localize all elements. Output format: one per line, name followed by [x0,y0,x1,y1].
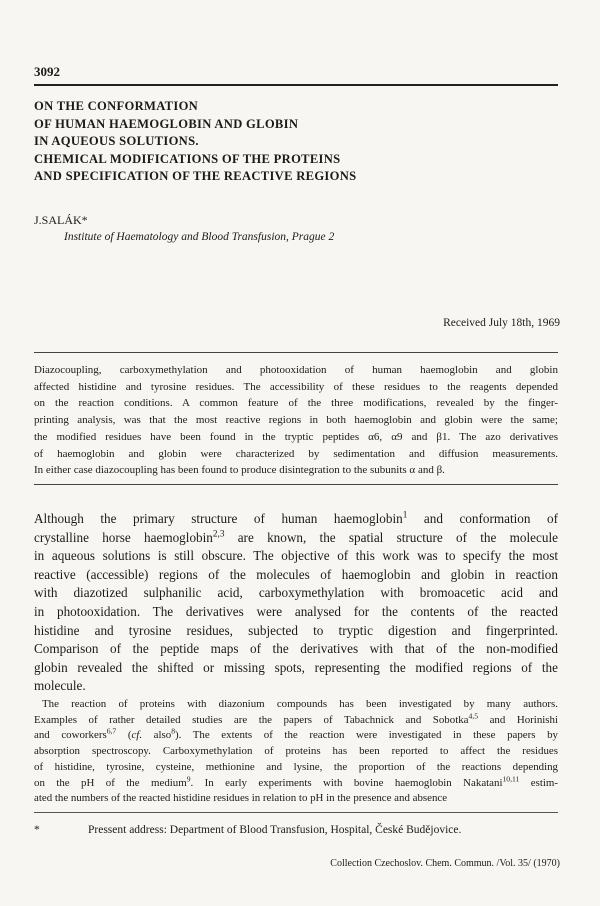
intro-line: reactive (accessible) regions of the molecules of haemoglobin and globin in reaction [34,566,558,582]
abstract-line: In either case diazocoupling has been found to produce disintegration to the subunits α and β. [34,464,445,477]
citation: 9 [186,773,191,783]
footnote-text: Pressent address: Department of Blood Transfusion, Hospital, České Budějovice. [88,824,462,836]
citation: 2,3 [212,528,225,539]
footnote-rule [34,812,558,813]
intro-line: globin revealed the shifted or missing spots, representing the modified regions of the [34,659,558,675]
affiliation: Institute of Haematology and Blood Transfusion, Prague 2 [64,231,335,243]
abstract [34,362,558,479]
abstract-line: on the reaction conditions. A common feature of the three modifications, revealed by the finger- [34,397,558,410]
intro-line: Although the primary structure of human haemoglobin$^1$ and conformation of [34,509,558,526]
journal-citation: Collection Czechoslov. Chem. Commun. /Vol. 35/ (1970) [330,858,560,869]
citation: 6,7 [106,726,117,736]
title-line: AND SPECIFICATION OF THE REACTIVE REGIONS [34,169,357,183]
body-line: of histidine, tyrosine, cysteine, methionine and lysine, the proportion of the reactions depending [34,760,558,773]
abstract-top-rule [34,352,558,353]
abstract-line: affected histidine and tyrosine residues. The accessibility of these residues to the reagents depended [34,380,558,393]
header-rule [34,84,558,86]
title-line: IN AQUEOUS SOLUTIONS. [34,134,199,148]
title-line: ON THE CONFORMATION [34,99,199,113]
intro-paragraph [34,510,558,696]
title-line: OF HUMAN HAEMOGLOBIN AND GLOBIN [34,116,299,131]
abstract-line: printing analysis, was that the most reactive regions in both haemoglobin and globin were the same; [34,414,558,427]
citation: 4,5 [468,711,479,721]
abstract-line: Diazocoupling, carboxymethylation and photooxidation of human haemoglobin and globin [34,364,558,376]
intro-line: in photooxidation. The derivatives were analysed for the contents of the reacted [34,603,558,619]
footnote-marker: * [34,824,40,836]
body-line: The reaction of proteins with diazonium compounds has been investigated by many authors. [42,698,558,710]
body-line: on the pH of the medium$^9$. In early experiments with bovine haemoglobin Nakatani$^{10,11}$ estim- [34,773,558,789]
intro-line: histidine and tyrosine residues, subjected to tryptic digestion and fingerprinted. [34,622,558,638]
citation: 8 [171,726,176,736]
abstract-bottom-rule [34,484,558,485]
intro-line: molecule. [34,678,86,694]
intro-line: Comparison of the peptide maps of the derivatives with that of the non-modified [34,641,558,657]
page-number: 3092 [34,64,60,79]
citation: 10,11 [502,773,520,783]
title-line: CHEMICAL MODIFICATIONS OF THE PROTEINS [34,151,341,166]
citation: 1 [402,509,408,520]
body-line: ated the numbers of the reacted histidine residues in relation to pH in the presence and absence [34,792,448,805]
intro-line: crystalline horse haemoglobin$^{2,3}$ are known, the spatial structure of the molecule [34,528,558,545]
footnote [34,824,461,836]
body-line: and coworkers$^{6,7}$ (cf. also$^8$). The extents of the reaction were investigated in these papers by [34,726,558,742]
article-title [34,98,574,186]
body-paragraph [34,697,558,807]
intro-line: with diazotized sulphanilic acid, carboxymethylation with bromoacetic acid and [34,585,558,601]
author: J.SALÁK* [34,213,88,227]
abstract-line: the modified residues have been found in the tryptic peptides α6, α9 and β1. The azo derivatives [34,430,558,443]
intro-line: in aqueous solutions is still obscure. The objective of this work was to specify the most [34,548,558,564]
body-line: Examples of rather detailed studies are the papers of Tabachnick and Sobotka$^{4,5}$ and Horinishi [34,711,558,726]
body-line: absorption spectroscopy. Carboxymethylation of proteins has been reported to affect the residues [34,745,558,758]
received-date: Received July 18th, 1969 [443,317,560,329]
abstract-line: of haemoglobin and globin were characterized by sedimentation and diffusion measurements. [34,447,558,460]
